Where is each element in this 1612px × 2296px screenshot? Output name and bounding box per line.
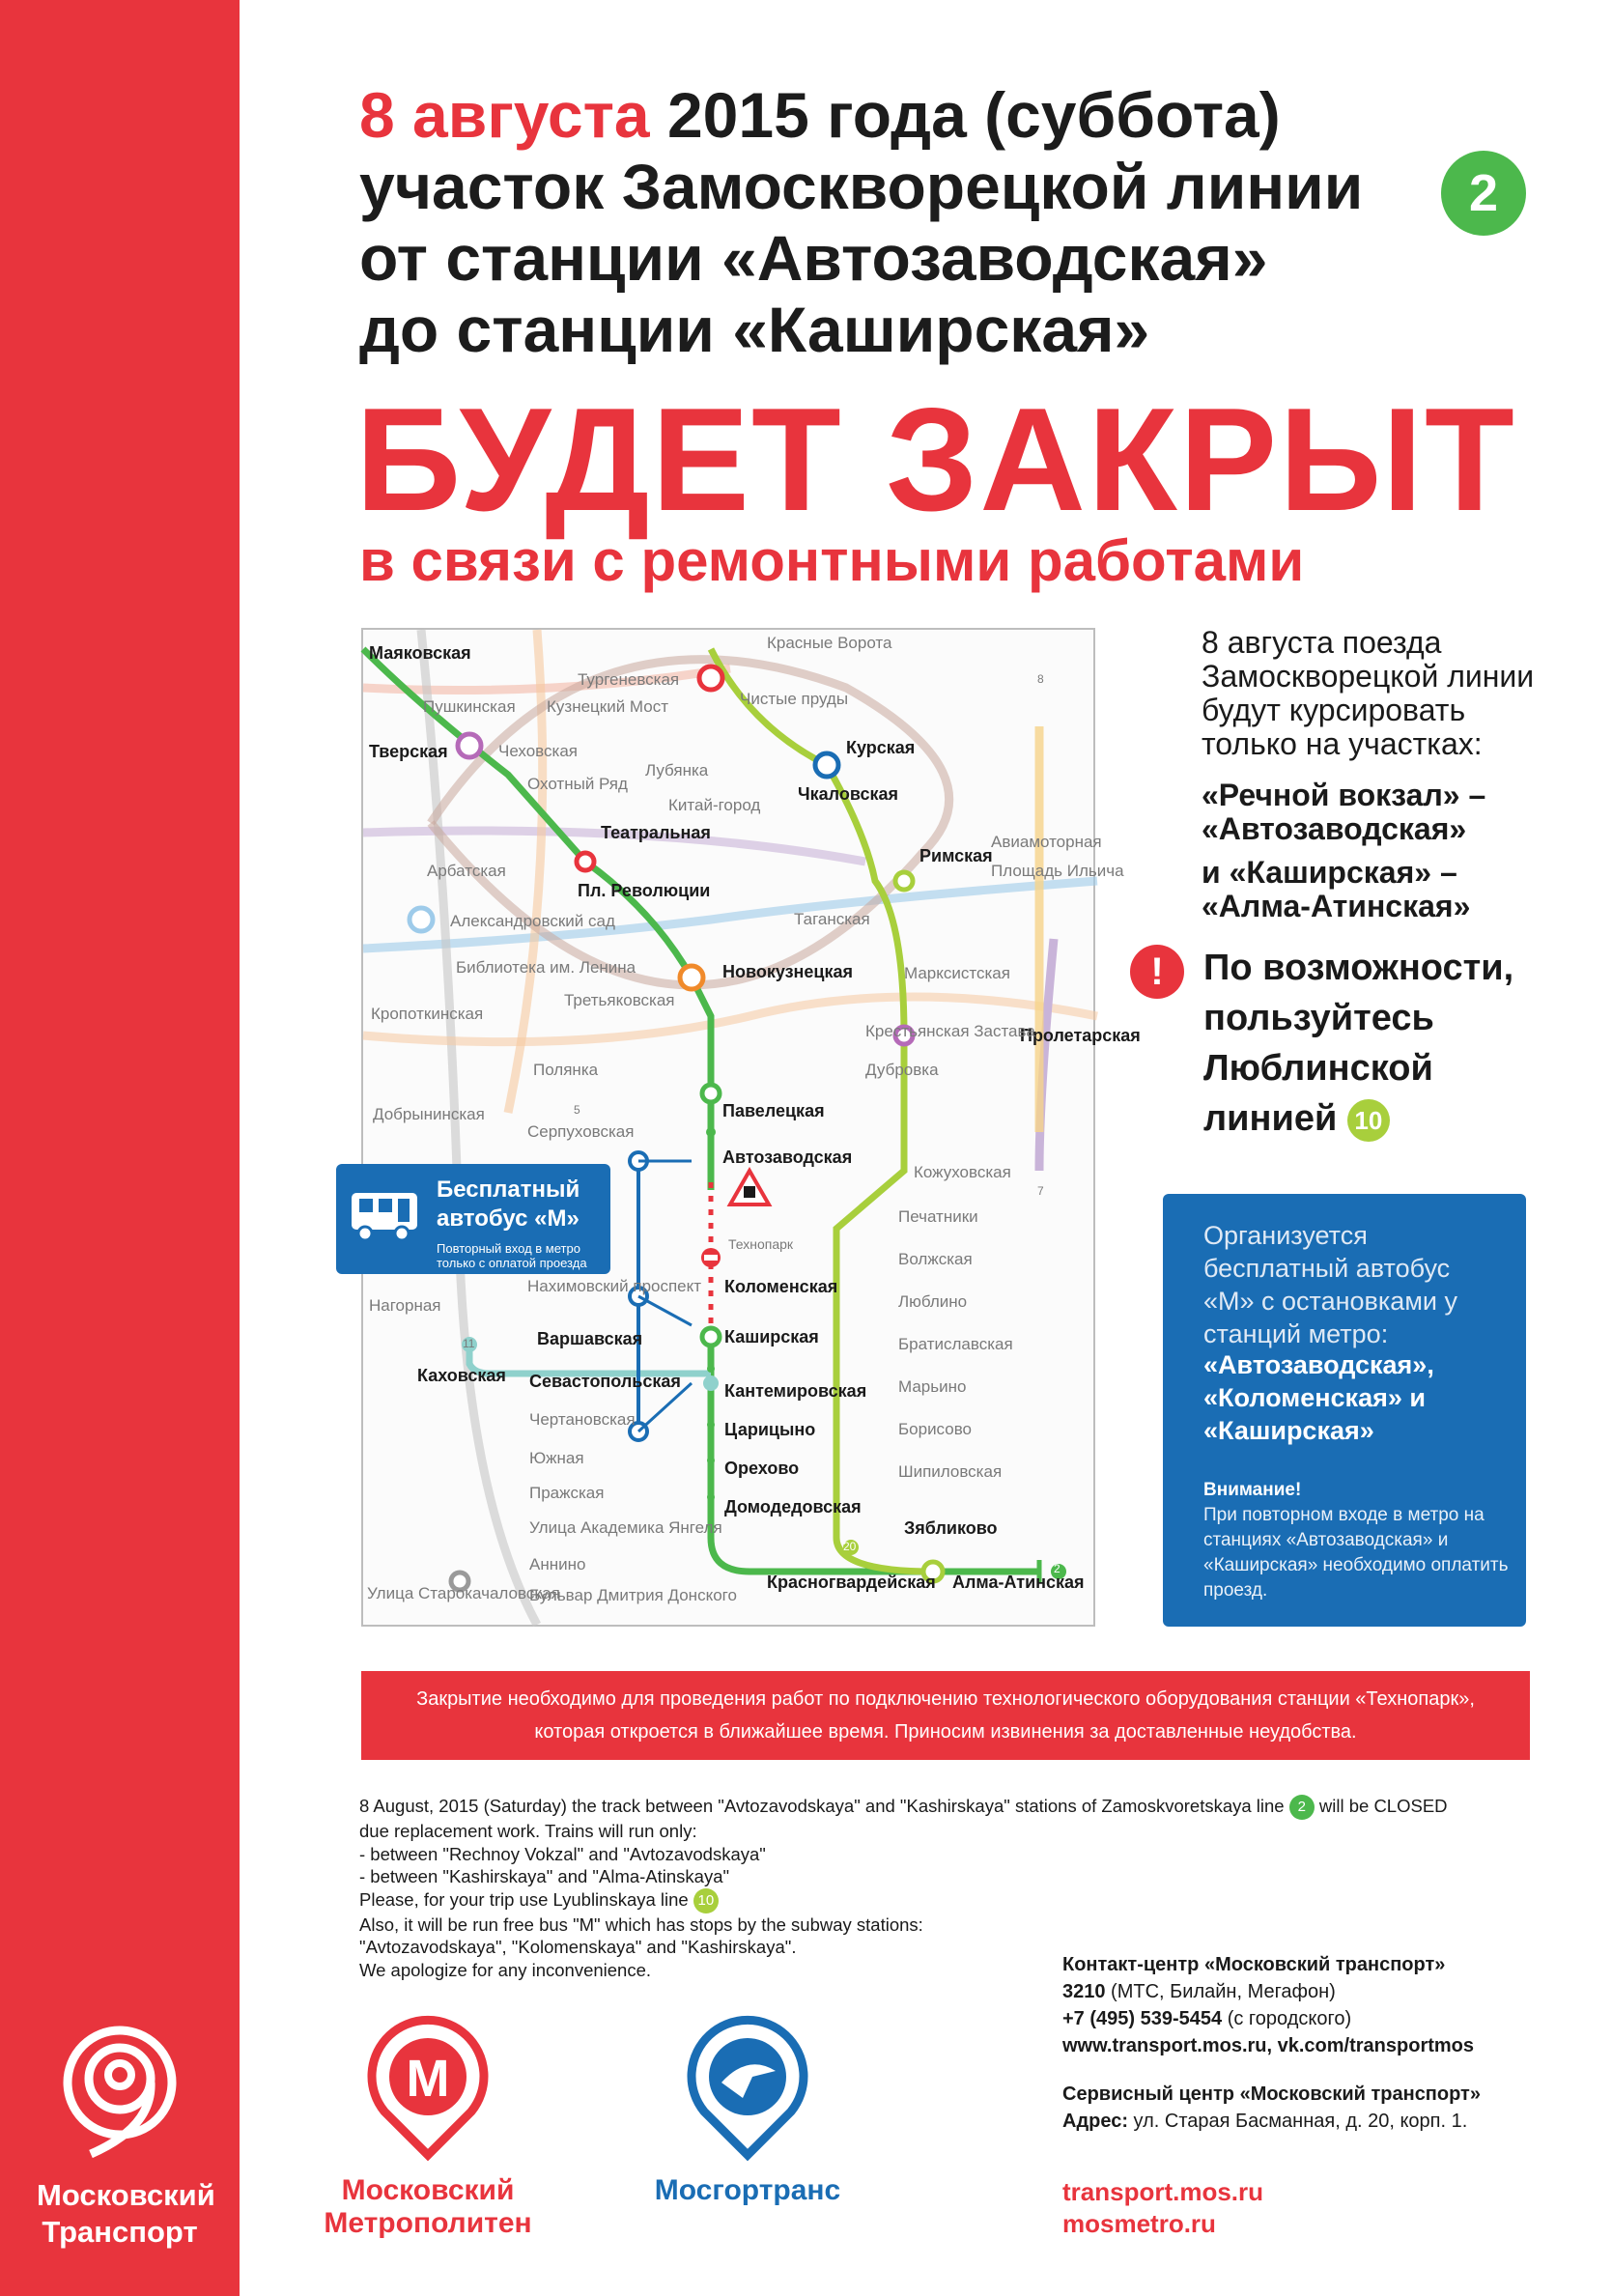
station-novokuznetskaya (680, 966, 703, 989)
moscow-transport-logo (37, 2019, 215, 2251)
map-station: Крестьянская Застава (865, 1022, 1035, 1040)
contact-websites[interactable]: www.transport.mos.ru, vk.com/transportmos (1062, 2035, 1475, 2056)
map-station-chkalovskaya: Чкаловская (798, 784, 899, 804)
map-station-krasnogvardeyskaya: Красногвардейская (767, 1573, 936, 1592)
advice-text: По возможности, пользуйтесь Люблинской линией (1203, 948, 1514, 1139)
contacts (1062, 1951, 1481, 2135)
english-l5: Please, for your trip use Lyublinskaya line (359, 1888, 689, 1910)
map-station-kurskaya: Курская (846, 738, 916, 757)
transfer-hub-icon (815, 753, 838, 777)
map-station: Борисово (898, 1420, 973, 1438)
english-l7: "Avtozavodskaya", "Kolomenskaya" and "Kashirskaya". (359, 1937, 797, 1958)
contact-phone[interactable]: +7 (495) 539-5454 (1062, 2008, 1223, 2029)
transport-logo-icon (52, 2019, 187, 2164)
notice-bar (361, 1671, 1530, 1760)
bus-icon (350, 1189, 421, 1243)
map-station: Чертановская (529, 1410, 636, 1429)
bus-link (638, 1296, 692, 1325)
contact-center: Контакт-центр «Московский транспорт» (1062, 1954, 1446, 1975)
map-station: Аннино (529, 1555, 586, 1573)
map-station: Чистые пруды (740, 690, 849, 708)
free-bus-intro: Организуется бесплатный автобус «М» с остановками у станций метро: (1203, 1221, 1457, 1348)
map-station: Шипиловская (898, 1462, 1003, 1481)
english-line-10-badge: 10 (693, 1888, 719, 1913)
map-station: Библиотека им. Ленина (456, 958, 636, 977)
station-rimskaya (895, 872, 913, 890)
map-line-label: 7 (1037, 1184, 1044, 1198)
map-bg-line (421, 630, 537, 1625)
contact-short-number[interactable]: 3210 (1062, 1981, 1106, 2002)
map-station: Полянка (533, 1061, 599, 1079)
map-station: Братиславская (898, 1335, 1013, 1353)
map-station-kolomenskaya: Коломенская (724, 1277, 838, 1296)
map-station: Лубянка (645, 761, 709, 780)
line-2-badge: 2 (1441, 151, 1526, 236)
map-line-label: 5 (574, 1103, 580, 1117)
map-station-avtozavodskaya: Автозаводская (722, 1148, 853, 1167)
map-station: Кожуховская (914, 1163, 1011, 1181)
map-station-teatralnaya: Театральная (601, 823, 711, 842)
station-teatralnaya (577, 853, 594, 870)
contact-short-operators: (МТС, Билайн, Мегафон) (1105, 1981, 1336, 2002)
info-segment-2: и «Каширская» – «Алма-Атинская» (1202, 855, 1471, 923)
map-station: Марьино (898, 1377, 967, 1396)
metro-map (361, 628, 1141, 1627)
contact-phone-note: (с городского) (1222, 2008, 1352, 2029)
map-station: Авиамоторная (991, 833, 1102, 851)
map-station: Бульвар Дмитрия Донского (529, 1586, 737, 1604)
station-dot (707, 1421, 715, 1429)
headline-line3: от станции «Автозаводская» (359, 222, 1268, 294)
map-station-varshavskaya: Варшавская (537, 1329, 643, 1348)
map-station: Александровский сад (450, 912, 615, 930)
left-red-sidebar (0, 0, 240, 2296)
mosgortrans-logo (622, 2015, 873, 2207)
service-center: Сервисный центр «Московский транспорт» (1062, 2083, 1481, 2105)
map-line-2-south (711, 1337, 933, 1572)
map-station: Дубровка (865, 1061, 939, 1079)
map-station: Марксистская (904, 964, 1010, 982)
map-station: Кузнецкий Мост (547, 697, 669, 716)
advice (1203, 943, 1532, 1144)
transport-logo-label: Московский Транспорт (37, 2178, 215, 2249)
map-station-kashirskaya: Каширская (724, 1327, 819, 1346)
map-station: Охотный Ряд (527, 775, 628, 793)
map-station-kakhovskaya: Каховская (417, 1366, 506, 1385)
english-line-2-badge: 2 (1289, 1795, 1315, 1820)
transfer-hub-icon (410, 908, 433, 931)
map-station: Пушкинская (423, 697, 516, 716)
transfer-hub-icon (458, 734, 481, 757)
closed-bar (704, 1255, 718, 1261)
map-station-paveletskaya: Павелецкая (722, 1101, 825, 1120)
free-bus-warning-text: При повторном входе в метро на станциях «Автозаводская» и «Каширская» необходимо оплатить проезд. (1203, 1505, 1509, 1601)
free-bus-stations: «Автозаводская», «Коломенская» и «Каширская» (1203, 1350, 1434, 1445)
map-station: Люблино (898, 1292, 968, 1311)
map-station: Площадь Ильича (991, 862, 1124, 880)
map-station: Китай-город (668, 796, 761, 814)
map-station-orekhovo: Орехово (724, 1459, 800, 1478)
map-line-label: 20 (843, 1540, 857, 1553)
map-station-tsaritsyno: Царицыно (724, 1420, 816, 1439)
map-line-label: 2 (1054, 1562, 1061, 1575)
english-l3: - between "Rechnoy Vokzal" and "Avtozavodskaya" (359, 1843, 766, 1864)
map-station: Волжская (898, 1250, 973, 1268)
station-dot (707, 1493, 715, 1501)
map-station-tekhnopark: Технопарк (728, 1236, 794, 1252)
headline-line4: до станции «Каширская» (359, 294, 1150, 365)
metro-logo-label: Московский Метрополитен (324, 2174, 532, 2239)
map-station-novokuznetskaya: Новокузнецкая (722, 962, 854, 981)
map-station: Третьяковская (564, 991, 675, 1009)
map-station-kantemirovskaya: Кантемировская (724, 1381, 867, 1401)
mosgortrans-logo-label: Мосгортранс (654, 2174, 841, 2206)
map-station-tverskaya: Тверская (369, 742, 448, 761)
free-bus-warning-title: Внимание! (1203, 1480, 1302, 1500)
station-kashirskaya (702, 1328, 720, 1346)
map-station: Южная (529, 1449, 584, 1467)
closed-title: БУДЕТ ЗАКРЫТ (355, 378, 1516, 542)
english-l6: Also, it will be run free bus "M" which has stops by the subway stations: (359, 1913, 923, 1935)
english-l1a: 8 August, 2015 (Saturday) the track between "Avtozavodskaya" and "Kashirskaya" stations of Zamoskvoretskaya line (359, 1796, 1285, 1816)
notice-text: Закрытие необходимо для проведения работ по подключению технологического оборудования станции «Технопарк», которая откроется в ближайшее время. Приносим извинения за доставленные неудобства. (416, 1688, 1475, 1743)
headline-date-rest: 2015 года (суббота) (649, 79, 1281, 151)
map-station-proletarskaya: Пролетарская (1020, 1026, 1141, 1045)
metro-logo-letter: М (406, 2050, 450, 2108)
headline (359, 79, 1363, 365)
map-station: Нахимовский проспект (527, 1277, 702, 1295)
map-station: Тургеневская (578, 670, 680, 689)
station-avtozavodskaya-dot (706, 1127, 716, 1137)
map-station: Серпуховская (527, 1122, 635, 1141)
headline-date: 8 августа (359, 79, 650, 151)
map-station-sevastopolskaya: Севастопольская (529, 1372, 681, 1391)
map-station: Арбатская (427, 862, 506, 880)
map-station-mayakovskaya: Маяковская (369, 643, 471, 663)
site-mosmetro-link[interactable]: mosmetro.ru (1062, 2209, 1216, 2238)
english-l8: We apologize for any inconvenience. (359, 1959, 652, 1980)
mosgortrans-logo-icon (685, 2015, 810, 2160)
line-10-badge: 10 (1347, 1099, 1390, 1142)
map-station: Кропоткинская (371, 1005, 484, 1023)
map-station: Таганская (794, 910, 870, 928)
map-station-domodedovskaya: Домодедовская (724, 1497, 862, 1516)
bus-callout-note: Повторный вход в метро только с оплатой проезда (437, 1241, 587, 1270)
map-station-alma-atinskaya: Алма-Атинская (952, 1573, 1085, 1592)
closure-reason: в связи с ремонтными работами (359, 528, 1305, 593)
english-l1b: will be CLOSED (1318, 1796, 1448, 1816)
transfer-hub-icon (699, 666, 722, 690)
site-transport-link[interactable]: transport.mos.ru (1062, 2177, 1264, 2206)
website-links (1062, 2176, 1263, 2240)
info-segment-1: «Речной вокзал» – «Автозаводская» (1202, 778, 1486, 846)
address-text: ул. Старая Басманная, д. 20, корп. 1. (1128, 2111, 1468, 2132)
map-station: Нагорная (369, 1296, 441, 1315)
bus-callout (336, 1164, 610, 1274)
free-bus-box (1163, 1194, 1526, 1627)
map-station: Улица Академика Янгеля (529, 1518, 722, 1537)
map-station-rimskaya: Римская (919, 846, 993, 865)
warning-icon: ! (1130, 945, 1184, 999)
map-station: Улица Старокачаловская (367, 1584, 560, 1602)
map-station: Красные Ворота (767, 634, 892, 652)
station-dot (707, 1457, 715, 1464)
map-station: Пражская (529, 1484, 605, 1502)
map-station: Чеховская (498, 742, 578, 760)
line-11-badge-icon (703, 1375, 719, 1391)
map-line-label: 8 (1037, 672, 1044, 686)
station-dot (707, 1365, 715, 1373)
map-line-label: 11 (463, 1337, 475, 1350)
address-label: Адрес: (1062, 2111, 1128, 2132)
station-paveletskaya (702, 1085, 720, 1102)
info-intro: 8 августа поезда Замоскворецкой линии будут курсировать только на участках: (1202, 625, 1535, 761)
construction-icon-body (744, 1186, 755, 1198)
metro-logo (307, 2015, 549, 2240)
map-station-zyablikovo: Зябликово (904, 1518, 998, 1538)
map-station-pl-revolutsii: Пл. Революции (578, 881, 711, 900)
english-l4: - between "Kashirskaya" and "Alma-Atinskaya" (359, 1866, 730, 1887)
bus-callout-title: Бесплатный автобус «М» (437, 1176, 580, 1232)
map-station: Добрынинская (373, 1105, 485, 1123)
english-l2: due replacement work. Trains will run only: (359, 1821, 697, 1842)
headline-line2: участок Замоскворецкой линии (359, 151, 1364, 222)
metro-logo-icon (365, 2015, 491, 2160)
map-station: Печатники (898, 1207, 978, 1226)
